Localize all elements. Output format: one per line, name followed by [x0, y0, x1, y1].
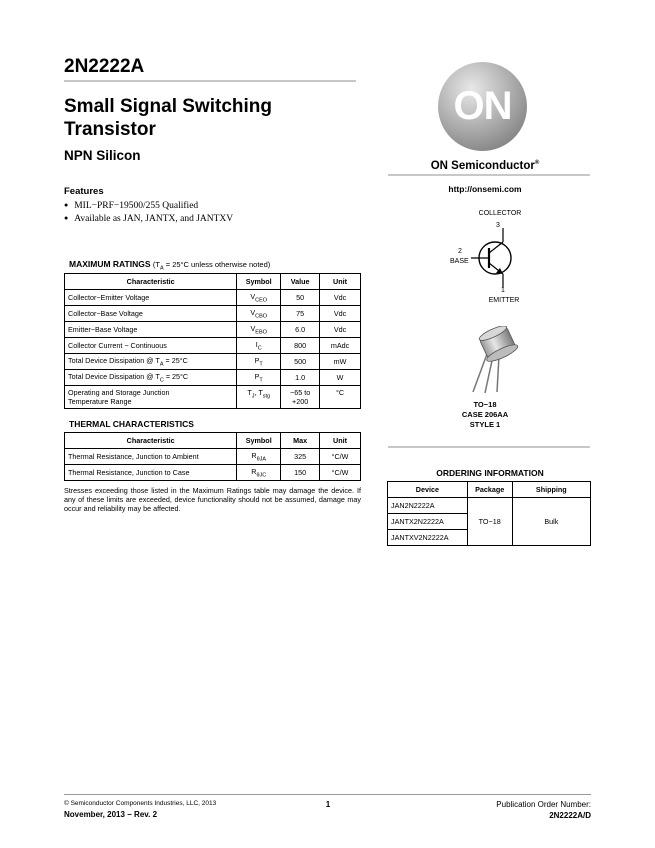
table-row [65, 386, 361, 409]
cell-symbol: $P_T$ [237, 354, 281, 370]
emitter-pin: 1 [501, 287, 505, 294]
thermal-table [64, 432, 361, 481]
col-header: Shipping [512, 482, 590, 498]
max-ratings-table [64, 273, 361, 409]
feature-item: ● MIL−PRF−19500/255 Qualified [64, 200, 233, 213]
page-number: 1 [325, 800, 331, 809]
cell-value: 325 [281, 449, 320, 465]
table-row [65, 290, 361, 306]
copyright: © Semiconductor Components Industries, LLC, 2013 [64, 800, 217, 807]
to18-package-image [463, 326, 533, 394]
cell-unit: mW [320, 354, 361, 370]
cell-package: TO−18 [467, 498, 512, 546]
publication-label: Publication Order Number: [496, 800, 591, 809]
max-ratings-note: ($T_A = 25^\circ C$ unless otherwise noted) [152, 260, 271, 272]
cell-device: JANTXV2N2222A [388, 530, 468, 546]
npn-transistor-symbol [465, 228, 525, 290]
table-row [65, 322, 361, 338]
subtitle: NPN Silicon [64, 148, 141, 163]
cell-unit: mAdc [320, 338, 361, 354]
col-header: Value [281, 274, 320, 290]
cell-characteristic: Operating and Storage Junction Temperature Range [65, 386, 237, 409]
base-label: BASE [450, 258, 469, 265]
cell-value: 50 [281, 290, 320, 306]
brand-rule [388, 174, 590, 176]
package-rule [388, 446, 590, 448]
col-header: Characteristic [65, 274, 237, 290]
cell-value: 6.0 [281, 322, 320, 338]
table-row [65, 338, 361, 354]
table-row [65, 465, 361, 481]
max-ratings-title [69, 259, 270, 272]
cell-symbol: $V_{EBO}$ [237, 322, 281, 338]
col-header: Unit [320, 274, 361, 290]
cell-symbol: $P_T$ [237, 370, 281, 386]
emitter-label: EMITTER [488, 297, 520, 304]
date-revision: November, 2013 − Rev. 2 [64, 810, 158, 819]
cell-value: 1.0 [281, 370, 320, 386]
col-header: Device [388, 482, 468, 498]
cell-symbol: $V_{CEO}$ [237, 290, 281, 306]
table-header-row [388, 482, 591, 498]
cell-symbol: $I_C$ [237, 338, 281, 354]
col-header: Symbol [237, 433, 281, 449]
cell-unit: °C/W [320, 465, 361, 481]
cell-characteristic: Collector−Emitter Voltage [65, 290, 237, 306]
cell-symbol: $R_{\theta JA}$ [237, 449, 281, 465]
cell-value: 150 [281, 465, 320, 481]
base-pin: 2 [458, 248, 462, 255]
cell-characteristic: Collector Current − Continuous [65, 338, 237, 354]
cell-characteristic: Thermal Resistance, Junction to Ambient [65, 449, 237, 465]
cell-value: 800 [281, 338, 320, 354]
title-line-2: Transistor [64, 119, 156, 140]
cell-characteristic: Thermal Resistance, Junction to Case [65, 465, 237, 481]
collector-label: COLLECTOR [478, 210, 522, 217]
footer-rule [64, 794, 591, 795]
cell-characteristic: Total Device Dissipation @ $T_A = 25^\circ C$ [65, 354, 237, 370]
ordering-table [387, 481, 591, 546]
cell-shipping: Bulk [512, 498, 590, 546]
cell-unit: W [320, 370, 361, 386]
table-header-row [65, 433, 361, 449]
stress-note: Stresses exceeding those listed in the Maximum Ratings table may damage the device. If any of these limits are exceeded, device functionality should not be assumed, damage may occur and reliability may be affected. [64, 486, 361, 513]
on-logo: ON [438, 62, 527, 151]
cell-unit: °C [320, 386, 361, 409]
cell-symbol: $T_J$, $T_{stg}$ [237, 386, 281, 409]
max-ratings-heading: MAXIMUM RATINGS [69, 259, 151, 269]
table-row [65, 354, 361, 370]
col-header: Package [467, 482, 512, 498]
cell-symbol: $V_{CBO}$ [237, 306, 281, 322]
cell-characteristic: Collector−Base Voltage [65, 306, 237, 322]
table-row [65, 306, 361, 322]
features-list [64, 200, 233, 226]
cell-value: 500 [281, 354, 320, 370]
ordering-title: ORDERING INFORMATION [436, 468, 544, 478]
cell-unit: Vdc [320, 306, 361, 322]
cell-unit: °C/W [320, 449, 361, 465]
table-row [388, 498, 591, 514]
cell-value: −65 to +200 [281, 386, 320, 409]
website-link[interactable]: http://onsemi.com [448, 184, 522, 194]
cell-unit: Vdc [320, 322, 361, 338]
collector-pin: 3 [496, 222, 500, 229]
page-title [64, 95, 272, 141]
package-label: TO−18 CASE 206AA STYLE 1 [461, 400, 509, 429]
cell-value: 75 [281, 306, 320, 322]
header-rule [64, 80, 356, 82]
cell-characteristic: Total Device Dissipation @ $T_C = 25^\circ C$ [65, 370, 237, 386]
cell-symbol: $R_{\theta JC}$ [237, 465, 281, 481]
col-header: Max [281, 433, 320, 449]
part-number: 2N2222A [64, 56, 145, 77]
cell-characteristic: Emitter−Base Voltage [65, 322, 237, 338]
table-row [65, 449, 361, 465]
cell-device: JAN2N2222A [388, 498, 468, 514]
cell-unit: Vdc [320, 290, 361, 306]
title-line-1: Small Signal Switching [64, 96, 272, 117]
cell-device: JANTX2N2222A [388, 514, 468, 530]
col-header: Characteristic [65, 433, 237, 449]
table-row [65, 370, 361, 386]
col-header: Unit [320, 433, 361, 449]
thermal-title: THERMAL CHARACTERISTICS [69, 419, 194, 429]
features-heading: Features [64, 186, 104, 197]
brand-name: ON Semiconductor® [430, 160, 540, 172]
col-header: Symbol [237, 274, 281, 290]
feature-item: ● Available as JAN, JANTX, and JANTXV [64, 213, 233, 226]
publication-number: 2N2222A/D [549, 811, 591, 820]
table-header-row [65, 274, 361, 290]
